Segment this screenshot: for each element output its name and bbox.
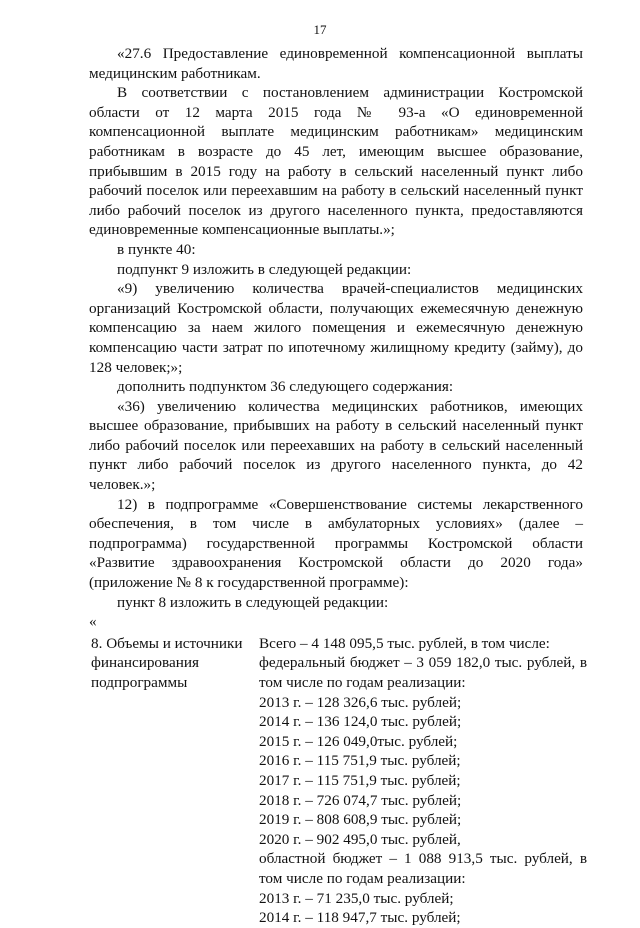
federal-year-2015: 2015 г. – 126 049,0тыс. рублей; — [259, 732, 458, 750]
opening-quote-mark: « — [89, 613, 97, 631]
federal-year-2018: 2018 г. – 726 074,7 тыс. рублей; — [259, 791, 462, 809]
regional-year-2013: 2013 г. – 71 235,0 тыс. рублей; — [259, 889, 454, 907]
federal-year-2016: 2016 г. – 115 751,9 тыс. рублей; — [259, 752, 461, 770]
paragraph-subitem-9-intro: подпункт 9 изложить в следующей редакции: — [117, 260, 412, 278]
paragraph-subitem-36-text: «36) увеличению количества медицинских работников, имеющих высшее образование, прибывших на работу в сельский населенный пункт либо рабочий поселок или переехавших на работу в сельский населенный пункт либо рабочий поселок из другого населенного пункта, до 42 человек.»; — [89, 397, 583, 494]
federal-year-2013: 2013 г. – 128 326,6 тыс. рублей; — [259, 693, 462, 711]
paragraph-item-8-intro: пункт 8 изложить в следующей редакции: — [117, 593, 389, 611]
federal-year-2014: 2014 г. – 136 124,0 тыс. рублей; — [259, 713, 462, 731]
regional-budget-header: областной бюджет – 1 088 913,5 тыс. рублей, в том числе по годам реализации: — [259, 850, 587, 887]
funding-table-label: 8. Объемы и источники финансирования подпрограммы — [91, 634, 243, 691]
federal-year-2017: 2017 г. – 115 751,9 тыс. рублей; — [259, 771, 461, 789]
funding-total: Всего – 4 148 095,5 тыс. рублей, в том числе: — [259, 634, 550, 652]
paragraph-subprogram-12: 12) в подпрограмме «Совершенствование системы лекарственного обеспечения, в том числе в амбулаторных условиях» (далее – подпрограмма) государственной программы Костромской области «Развитие здравоохранения Костромской области до 2020 года» (приложение № 8 к государственной программе): — [89, 495, 583, 592]
funding-table-values-cell — [259, 634, 587, 928]
regional-year-2014: 2014 г. – 118 947,7 тыс. рублей; — [259, 909, 461, 927]
paragraph-subitem-9-text: «9) увеличению количества врачей-специалистов медицинских организаций Костромской области, получающих ежемесячную денежную компенсацию за наем жилого помещения и ежемесячную денежную компенсацию части затрат по ипотечному жилищному кредиту (займу), до 128 человек;»; — [89, 280, 583, 376]
federal-year-2019: 2019 г. – 808 608,9 тыс. рублей; — [259, 811, 462, 829]
paragraph-section-27-6-title: «27.6 Предоставление единовременной компенсационной выплаты медицинским работникам. — [89, 45, 583, 82]
paragraph-item-40: в пункте 40: — [117, 240, 196, 258]
paragraph-compensation-rule: В соответствии с постановлением администрации Костромской области от 12 марта 2015 года № 93-а «О единовременной компенсационной выплате медицинским работникам» медицинским работникам в возрасте до 45 лет, имеющим высшее образование, прибывшим в 2015 году на работу в сельский населенный пункт либо рабочий поселок или переехавшим на работу в сельский населенный пункт либо рабочий поселок из другого населенного пункта, предоставляются единовременные компенсационные выплаты.»; — [89, 84, 583, 239]
funding-table-label-cell — [89, 634, 259, 928]
page-number: 17 — [313, 22, 327, 37]
funding-table — [89, 634, 587, 928]
federal-year-2020: 2020 г. – 902 495,0 тыс. рублей, — [259, 830, 461, 848]
federal-budget-header: федеральный бюджет – 3 059 182,0 тыс. рублей, в том числе по годам реализации: — [259, 654, 587, 691]
document-body — [89, 44, 587, 928]
paragraph-subitem-36-intro: дополнить подпунктом 36 следующего содержания: — [117, 378, 454, 396]
